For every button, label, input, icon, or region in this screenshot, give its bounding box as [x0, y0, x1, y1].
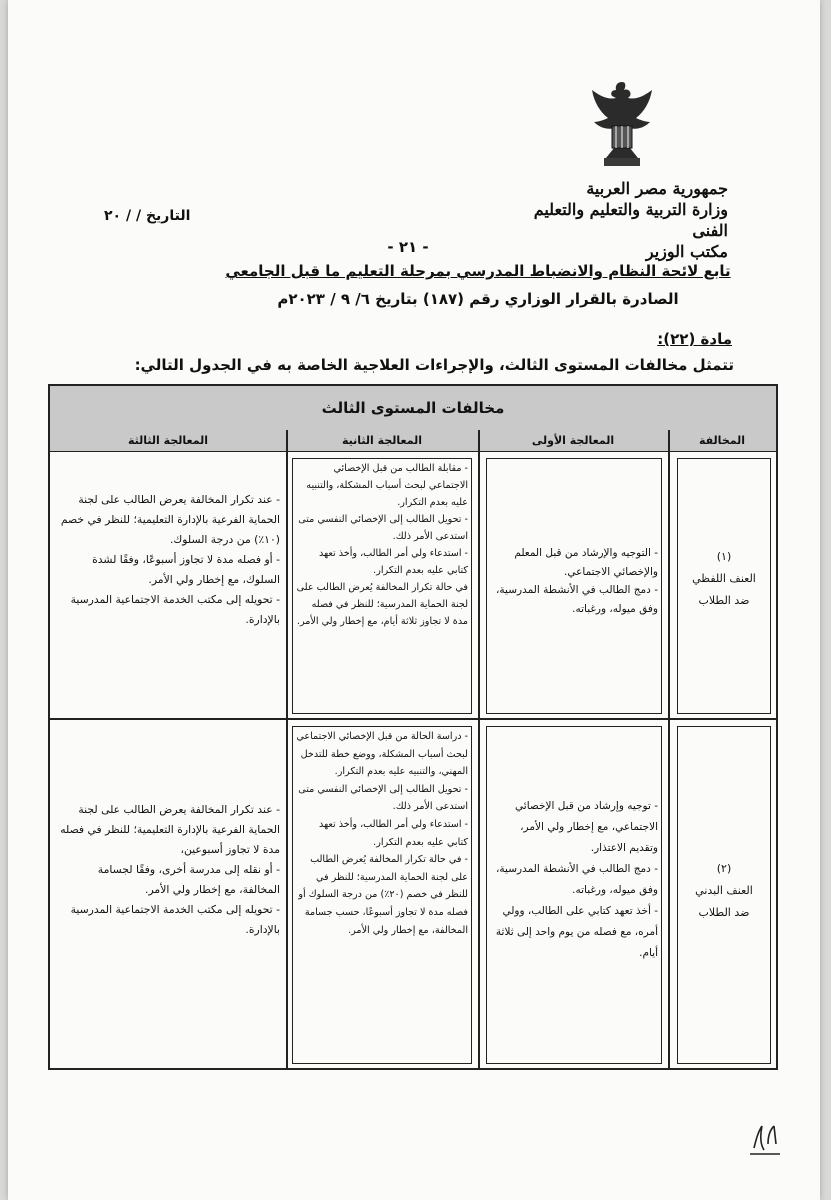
violation-name: العنف البدني — [695, 884, 753, 897]
article-intro: تتمثل مخالفات المستوى الثالث، والإجراءات العلاجية الخاصة به في الجدول التالي: — [134, 356, 734, 374]
treatment-item: - دراسة الحالة من قبل الإخصائي الاجتماعي لبحث أسباب المشكلة، ووضع خطة للتدخل المهني، والتنبيه عليه بعدم التكرار. — [296, 731, 468, 778]
treatment-item: - استدعاء ولي أمر الطالب، وأخذ تعهد كتابي عليه بعدم التكرار. — [318, 818, 468, 848]
treatment-second-cell-1 — [296, 460, 468, 630]
document-page — [8, 0, 820, 1200]
eagle-emblem-icon — [586, 78, 658, 170]
treatment-item: - دمج الطالب في الأنشطة المدرسية، وفق ميوله، ورغباته. — [496, 863, 658, 896]
violation-number: (١) — [716, 550, 732, 563]
treatment-item: - تحويله إلى مكتب الخدمة الاجتماعية المدرسية بالإدارة. — [70, 593, 280, 626]
document-title: تابع لائحة النظام والانضباط المدرسي بمرحلة التعليم ما قبل الجامعي — [225, 262, 731, 280]
violations-table — [48, 384, 778, 1070]
article-number: مادة (٢٢): — [657, 330, 732, 348]
ministry-line-ministry: وزارة التربية والتعليم والتعليم الفنى — [533, 200, 728, 240]
document-subtitle: الصادرة بالقرار الوزاري رقم (١٨٧) بتاريخ ٦/ ٩ / ٢٠٢٣م — [277, 290, 679, 308]
treatment-item: - تحويل الطالب إلى الإخصائي النفسي متى استدعى الأمر ذلك. — [298, 514, 468, 542]
treatment-third-cell-1 — [58, 490, 280, 630]
treatment-item: في حالة تكرار المخالفة يُعرض الطالب على لجنة الحماية المدرسية؛ للنظر في فصله مدة لا تجاوز ثلاثة أيام، مع إخطار ولي الأمر. — [296, 582, 468, 627]
treatment-item: - مقابلة الطالب من قبل الإخصائي الاجتماعي لبحث أسباب المشكلة، والتنبيه عليه بعدم التكرار. — [306, 463, 468, 508]
column-divider — [286, 430, 288, 1068]
column-divider — [478, 430, 480, 1068]
column-header-third: المعالجة الثالثة — [50, 430, 286, 452]
violation-cell-2 — [680, 858, 768, 924]
date-field: التاريخ / / ٢٠ — [104, 208, 191, 224]
column-header-second: المعالجة الثانية — [286, 430, 478, 452]
ministry-line-country: جمهورية مصر العربية — [586, 179, 728, 198]
violation-target: ضد الطلاب — [698, 906, 750, 919]
violation-target: ضد الطلاب — [698, 594, 750, 607]
treatment-item: - توجيه وإرشاد من قبل الإخصائي الاجتماعي، مع إخطار ولي الأمر، وتقديم الاعتذار. — [515, 800, 658, 854]
page-number: - ٢١ - — [387, 238, 429, 256]
treatment-item: - أو نقله إلى مدرسة أخرى، وفقًا لجسامة المخالفة، مع إخطار ولي الأمر. — [97, 863, 280, 896]
treatment-item: - عند تكرار المخالفة يعرض الطالب على لجنة الحماية الفرعية بالإدارة التعليمية؛ للنظر في خصم (١٠٪) من درجة السلوك. — [60, 493, 280, 546]
treatment-item: - عند تكرار المخالفة يعرض الطالب على لجنة الحماية الفرعية بالإدارة التعليمية؛ للنظر في فصله مدة لا تجاوز أسبوعين، — [60, 803, 280, 856]
violation-number: (٢) — [716, 862, 732, 875]
treatment-item: - استدعاء ولي أمر الطالب، وأخذ تعهد كتابي عليه بعدم التكرار. — [318, 548, 468, 576]
treatment-item: - التوجيه والإرشاد من قبل المعلم والإخصائي الاجتماعي. — [514, 547, 658, 578]
treatment-item: - دمج الطالب في الأنشطة المدرسية، وفق ميوله، ورغباته. — [496, 584, 658, 615]
treatment-item: - أخذ تعهد كتابي على الطالب، وولي أمره، مع فصله من يوم واحد إلى ثلاثة أيام. — [495, 905, 658, 959]
ministry-line-office: مكتب الوزير — [645, 242, 728, 261]
ministry-header — [528, 178, 728, 262]
column-header-first: المعالجة الأولى — [478, 430, 668, 452]
violation-cell-1 — [680, 546, 768, 612]
column-header-violation: المخالفة — [668, 430, 776, 452]
treatment-item: - في حالة تكرار المخالفة يُعرض الطالب على لجنة الحماية المدرسية؛ للنظر في للنظر في خصم (٢٠٪) من درجة السلوك أو فصله مدة لا تجاوز أسبوعًا، حسب جسامة المخالفة، مع إخطار ولي الأمر. — [298, 854, 468, 936]
treatment-first-cell-1 — [490, 544, 658, 618]
violation-name: العنف اللفظي — [692, 572, 756, 585]
signature-mark — [746, 1118, 786, 1160]
treatment-item: - أو فصله مدة لا تجاوز أسبوعًا، وفقًا لشدة السلوك، مع إخطار ولي الأمر. — [92, 553, 280, 586]
treatment-second-cell-2 — [296, 728, 468, 939]
column-divider — [668, 430, 670, 1068]
treatment-item: - تحويله إلى مكتب الخدمة الاجتماعية المدرسية بالإدارة. — [70, 903, 280, 936]
table-title: مخالفات المستوى الثالث — [50, 386, 776, 432]
treatment-first-cell-2 — [490, 796, 658, 964]
treatment-third-cell-2 — [58, 800, 280, 940]
treatment-item: - تحويل الطالب إلى الإخصائي النفسي متى استدعى الأمر ذلك. — [298, 783, 468, 813]
row-divider — [50, 718, 776, 720]
